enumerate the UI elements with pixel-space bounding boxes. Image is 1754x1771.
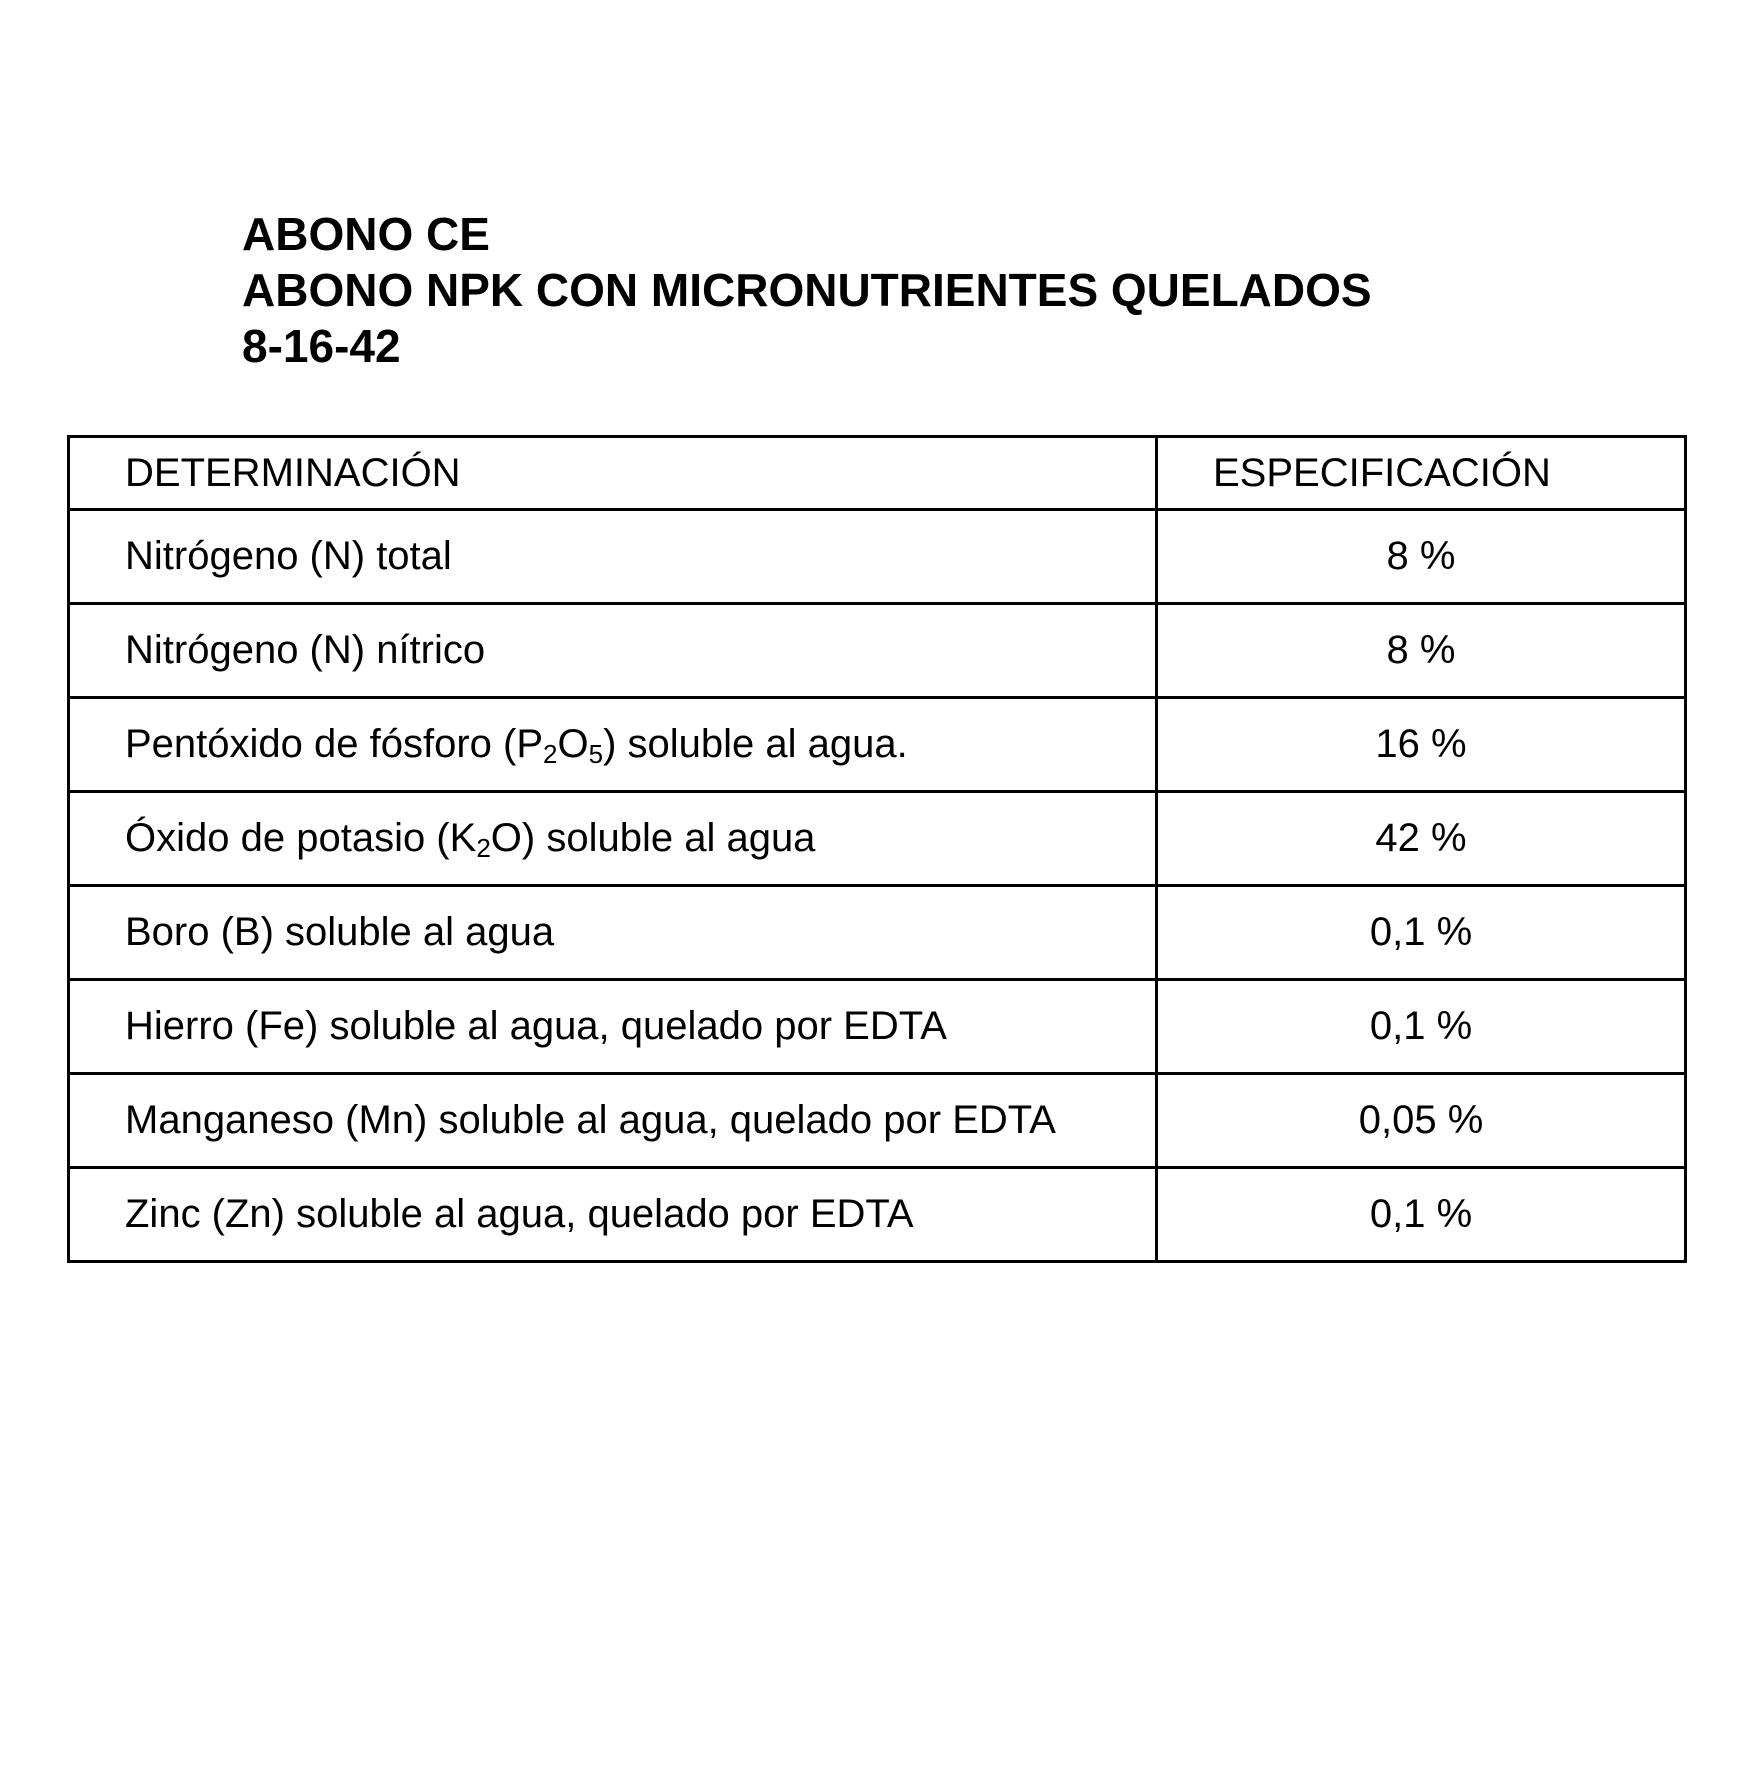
heading-line-1: ABONO CE [242,208,490,260]
header-determination: DETERMINACIÓN [69,437,1157,510]
determination-cell [69,698,1157,792]
specification-cell: 0,1 % [1157,980,1686,1074]
specification-cell: 8 % [1157,510,1686,604]
determination-cell: Nitrógeno (N) total [69,510,1157,604]
table-row [69,1074,1686,1168]
determination-text: O [557,722,589,766]
table-row [69,1168,1686,1262]
table-row [69,510,1686,604]
subscript: 5 [588,739,604,769]
heading-line-2: ABONO NPK CON MICRONUTRIENTES QUELADOS [242,264,1372,316]
determination-cell: Nitrógeno (N) nítrico [69,604,1157,698]
determination-cell: Hierro (Fe) soluble al agua, quelado por EDTA [69,980,1157,1074]
table-row [69,886,1686,980]
determination-text: Óxido de potasio (K [125,816,477,860]
heading-line-3: 8-16-42 [242,320,401,372]
determination-cell: Zinc (Zn) soluble al agua, quelado por EDTA [69,1168,1157,1262]
subscript: 2 [476,833,491,863]
table-row [69,698,1686,792]
specification-cell: 0,05 % [1157,1074,1686,1168]
table-row [69,604,1686,698]
document-heading [242,206,1372,374]
specification-cell: 0,1 % [1157,886,1686,980]
header-specification: ESPECIFICACIÓN [1157,437,1686,510]
specification-table [67,435,1687,1263]
table-row [69,792,1686,886]
determination-cell: Manganeso (Mn) soluble al agua, quelado por EDTA [69,1074,1157,1168]
specification-cell: 42 % [1157,792,1686,886]
table-row [69,980,1686,1074]
subscript: 2 [543,739,558,769]
specification-cell: 0,1 % [1157,1168,1686,1262]
table-header-row [69,437,1686,510]
determination-text: O) soluble al agua [490,816,816,860]
specification-cell: 8 % [1157,604,1686,698]
determination-text: ) soluble al agua. [603,722,908,766]
determination-cell: Boro (B) soluble al agua [69,886,1157,980]
determination-text: Pentóxido de fósforo (P [125,722,544,766]
specification-cell: 16 % [1157,698,1686,792]
determination-cell [69,792,1157,886]
